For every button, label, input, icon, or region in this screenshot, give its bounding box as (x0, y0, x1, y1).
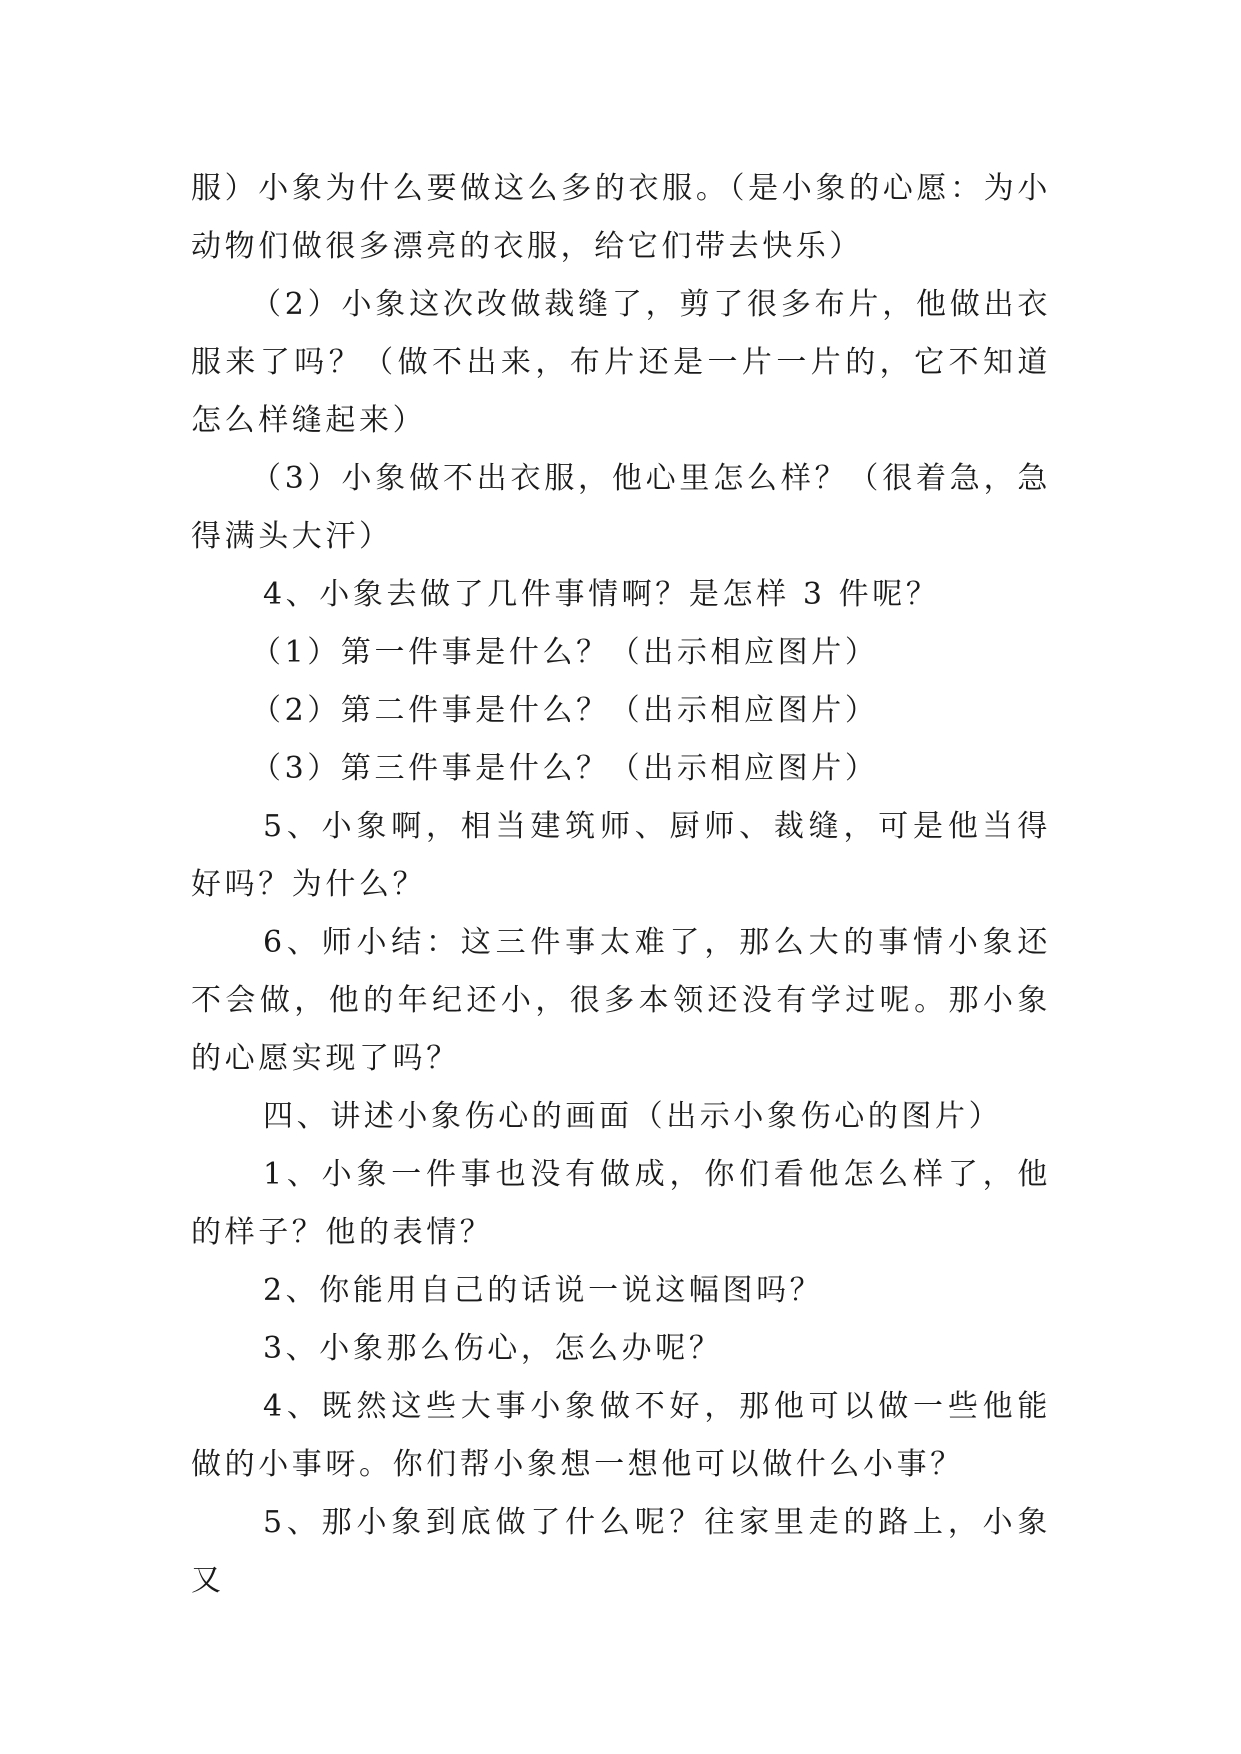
paragraph-8: 5、小象啊，相当建筑师、厨师、裁缝，可是他当得好吗？为什么？ (191, 809, 1051, 902)
paragraph-3: （3）小象做不出衣服，他心里怎么样？（很着急，急得满头大汗） (191, 461, 1051, 554)
paragraph-13: 3、小象那么伤心，怎么办呢？ (263, 1331, 723, 1366)
paragraph-12: 2、你能用自己的话说一说这幅图吗？ (263, 1273, 824, 1308)
paragraph-2: （2）小象这次改做裁缝了，剪了很多布片，他做出衣服来了吗？（做不出来，布片还是一片一片的，它不知道怎么样缝起来） (191, 287, 1051, 438)
paragraph-10: 四、讲述小象伤心的画面（出示小象伤心的图片） (263, 1099, 1003, 1134)
paragraph-6: （2）第二件事是什么？（出示相应图片） (251, 693, 879, 728)
paragraph-11: 1、小象一件事也没有做成，你们看他怎么样了，他的样子？他的表情？ (191, 1157, 1051, 1250)
paragraph-4: 4、小象去做了几件事情啊？是怎样 3 件呢？ (263, 577, 940, 612)
paragraph-15: 5、那小象到底做了什么呢？往家里走的路上，小象又 (191, 1505, 1051, 1598)
paragraph-9: 6、师小结：这三件事太难了，那么大的事情小象还不会做，他的年纪还小，很多本领还没有学过呢。那小象的心愿实现了吗？ (191, 925, 1051, 1076)
paragraph-1: 服）小象为什么要做这么多的衣服。（是小象的心愿：为小动物们做很多漂亮的衣服，给它们带去快乐） (191, 171, 1051, 264)
document-page (191, 160, 1051, 1610)
paragraph-14: 4、既然这些大事小象做不好，那他可以做一些他能做的小事呀。你们帮小象想一想他可以做什么小事？ (191, 1389, 1051, 1482)
paragraph-5: （1）第一件事是什么？（出示相应图片） (251, 635, 879, 670)
paragraph-7: （3）第三件事是什么？（出示相应图片） (251, 751, 879, 786)
